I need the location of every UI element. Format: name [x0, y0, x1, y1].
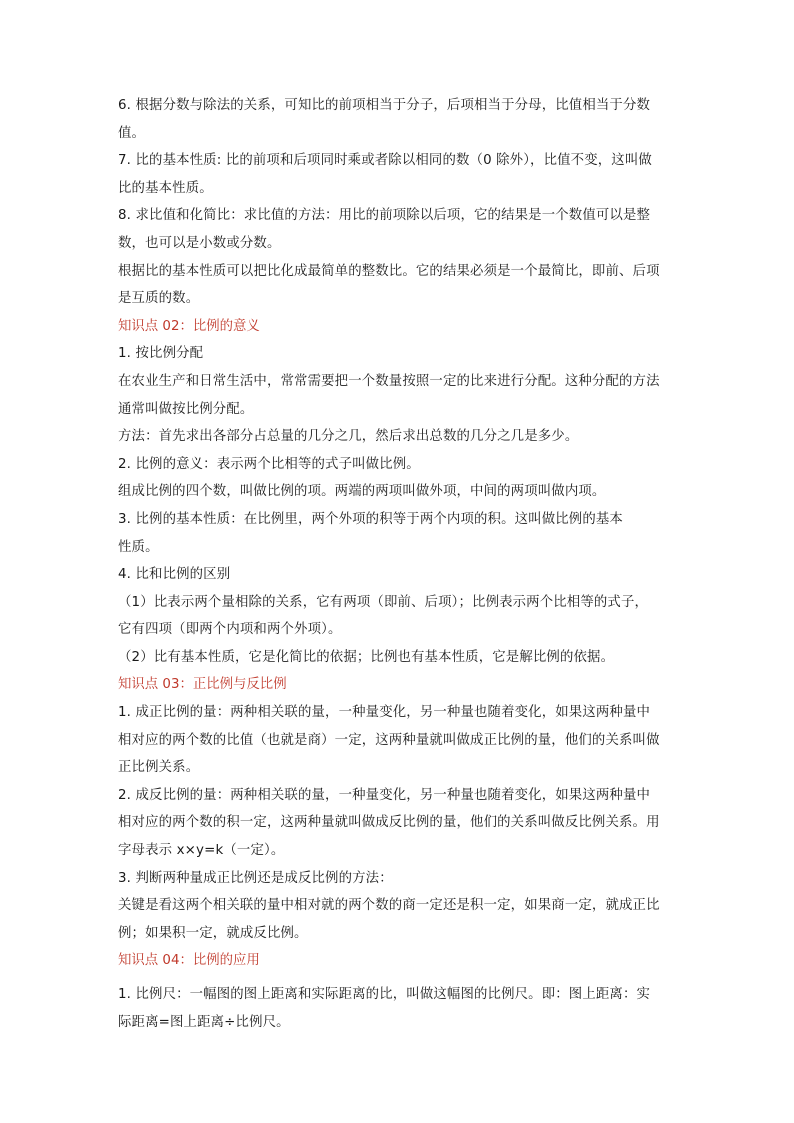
line-21: （2）比有基本性质，它是化简比的依据；比例也有基本性质，它是解比例的依据。	[118, 649, 615, 665]
line-3: 7. 比的基本性质: 比的前项和后项同时乘或者除以相同的数（0 除外），比值不变，这叫做	[118, 153, 652, 169]
line-23: 1. 成正比例的量：两种相关联的量，一种量变化，另一种量也随着变化，如果这两种量中	[118, 705, 651, 721]
section-heading-04: 知识点 04：比例的应用	[118, 953, 260, 969]
line-19: （1）比表示两个量相除的关系，它有两项（即前、后项）；比例表示两个比相等的式子，	[118, 594, 649, 610]
line-13: 方法：首先求出各部分占总量的几分之几，然后求出总数的几分之几是多少。	[118, 429, 579, 445]
line-4: 比的基本性质。	[118, 180, 213, 196]
line-14: 2. 比例的意义：表示两个比相等的式子叫做比例。	[118, 456, 420, 472]
section-heading-03: 知识点 03：正比例与反比例	[118, 677, 287, 693]
line-18: 4. 比和比例的区别	[118, 567, 231, 583]
line-15: 组成比例的四个数，叫做比例的项。两端的两项叫做外项，中间的两项叫做内项。	[118, 484, 606, 500]
line-5: 8. 求比值和化简比：求比值的方法：用比的前项除以后项，它的结果是一个数值可以是整	[118, 208, 651, 224]
line-2: 值。	[118, 125, 146, 141]
line-25: 正比例关系。	[118, 760, 200, 776]
line-11: 在农业生产和日常生活中，常常需要把一个数量按照一定的比来进行分配。这种分配的方法	[118, 373, 660, 389]
line-17: 性质。	[118, 539, 159, 555]
section-heading-02: 知识点 02：比例的意义	[118, 318, 260, 334]
line-34: 际距离=图上距离÷比例尺。	[118, 1014, 290, 1030]
line-8: 是互质的数。	[118, 291, 200, 307]
line-27: 相对应的两个数的积一定，这两种量就叫做成反比例的量，他们的关系叫做反比例关系。用	[118, 815, 660, 831]
line-1: 6. 根据分数与除法的关系，可知比的前项相当于分子，后项相当于分母，比值相当于分数	[118, 98, 651, 113]
line-28: 字母表示 x×y=k（一定）。	[118, 843, 285, 859]
line-30: 关键是看这两个相关联的量中相对就的两个数的商一定还是积一定，如果商一定，就成正比	[118, 898, 660, 914]
line-16: 3. 比例的基本性质：在比例里，两个外项的积等于两个内项的积。这叫做比例的基本	[118, 511, 623, 527]
line-6: 数，也可以是小数或分数。	[118, 235, 281, 251]
line-20: 它有四项（即两个内项和两个外项）。	[118, 622, 342, 638]
line-29: 3. 判断两种量成正比例还是成反比例的方法：	[118, 870, 393, 886]
line-12: 通常叫做按比例分配。	[118, 401, 254, 417]
line-10: 1. 按比例分配	[118, 346, 204, 362]
line-7: 根据比的基本性质可以把比化成最简单的整数比。它的结果必须是一个最简比，即前、后项	[118, 263, 660, 279]
line-31: 例；如果积一定，就成反比例。	[118, 925, 308, 941]
line-33: 1. 比例尺：一幅图的图上距离和实际距离的比，叫做这幅图的比例尺。即：图上距离：实	[118, 987, 651, 1002]
line-24: 相对应的两个数的比值（也就是商）一定，这两种量就叫做成正比例的量，他们的关系叫做	[118, 732, 660, 748]
line-26: 2. 成反比例的量：两种相关联的量，一种量变化，另一种量也随着变化，如果这两种量中	[118, 787, 651, 803]
